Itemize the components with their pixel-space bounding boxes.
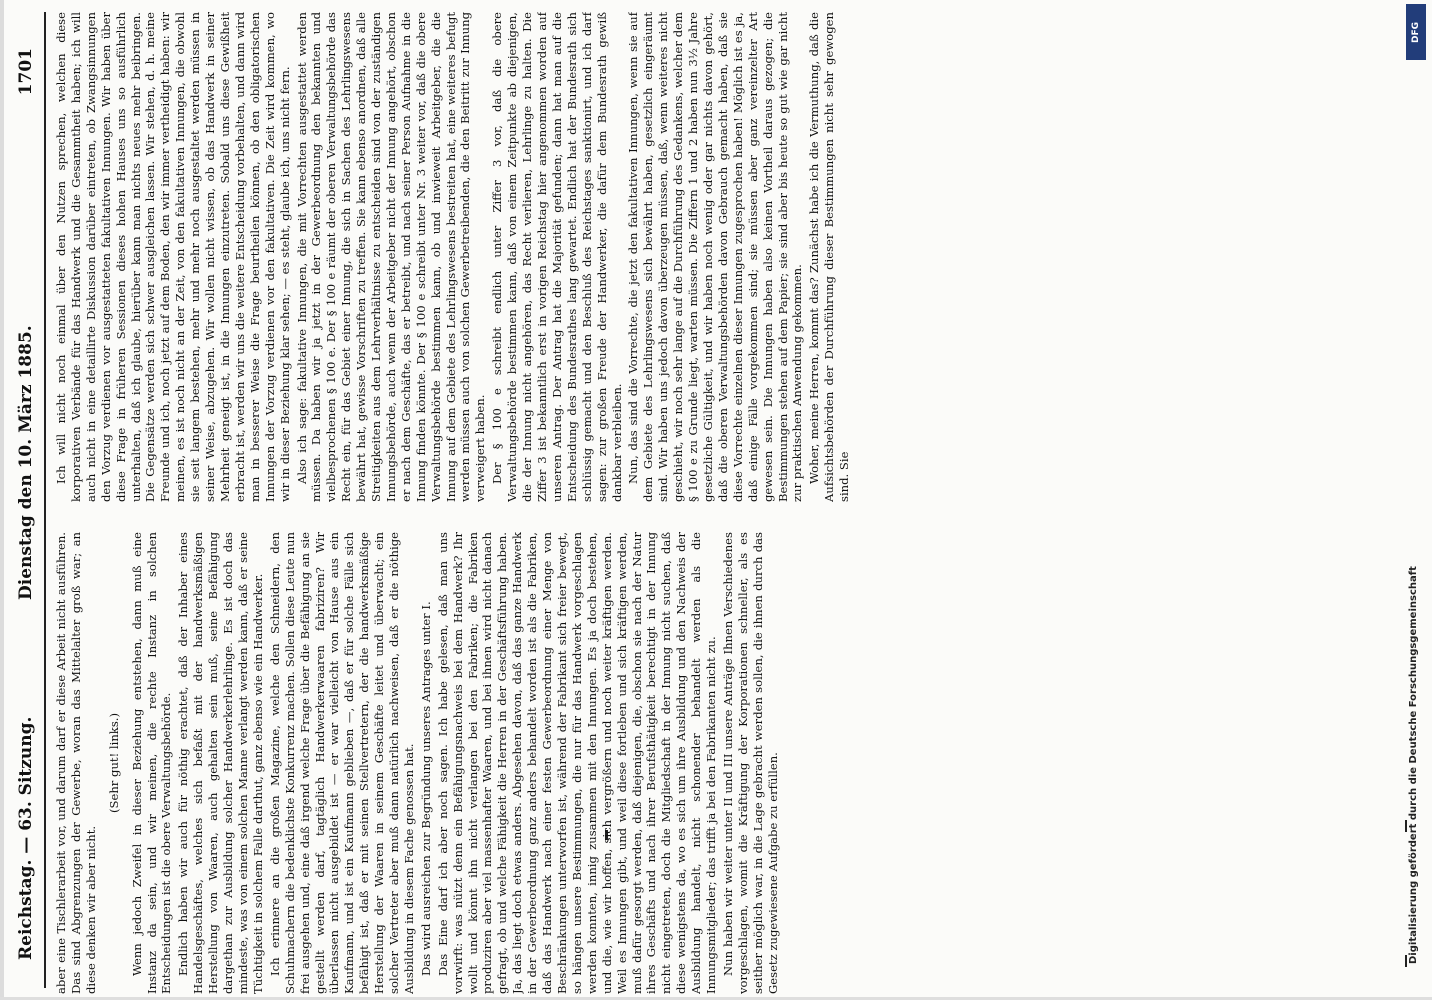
paragraph: Ich will nicht noch einmal über den Nutzen sprechen, welchen diese korporativen Verbände für das Handwerk und die Gesammtheit haben; ich will auch nicht in eine detaillirte Diskussion darüber eintreten, ob Zwangsinnungen den Vorzug verdienen vor ausgestatteten fakultativen Innungen. Wir haben über diese Frage in früheren Sessionen dieses hohen Hauses uns so ausführlich unterhalten, daß ich glaube, hierüber kann man nichts neues mehr beibringen. Die Gegensätze werden sich schwer ausgleichen lassen. Wir stehen, d. h. meine Freunde und ich, noch jetzt auf dem Boden, den wir immer vertheidigt haben: wir meinen, es ist noch nicht an der Zeit, von den fakultativen Innungen, die obwohl sie seit langem bestehen, mehr und mehr noch ausgestaltet werden müssen in seiner Weise, abzugehen. Wir wollen nicht wissen, ob das Handwerk in seiner Mehrheit geneigt ist, in die Innungen einzutreten. Sobald uns diese Gewißheit erbracht ist, werden wir uns die weitere Entscheidung vorbehalten, und dann wird man in besserer Weise die Frage beurtheilen können, ob den obligatorischen Innungen der Vorzug verdienen vor den fakultativen. Die Zeit wird kommen, wo wir in dieser Beziehung klar sehen; — es steht, glaube ich, uns nicht fern.	[54, 12, 292, 502]
header-session: Reichstag. — 63. Sitzung.	[16, 716, 36, 960]
paragraph: Das wird ausreichen zur Begründung unseres Antrages unter I.	[418, 601, 433, 976]
paragraph: aber eine Tischlerarbeit vor, und darum darf er diese Arbeit nicht ausführen. Das sind Abgrenzungen der Gewerbe, woran das Mittelalter groß war; an diese denken wir aber nicht.	[54, 532, 98, 994]
page-number: 1701	[16, 48, 36, 96]
paragraph: Woher, meine Herren, kommt das? Zunächst habe ich die Vermuthung, daß die Aufsichtsbehörden der Durchführung dieser Bestimmungen nicht sehr gewogen sind. Sie	[807, 12, 852, 502]
paragraph: Nun haben wir weiter unter II und III unsere Anträge Ihnen Verschiedenes vorgeschlagen, womit die Kräftigung der Korporationen schneller, als es seither möglich war, in die Lage gebracht werden sollen, die ihnen durch das Gesetz zugewiesene Aufgabe zu erfüllen.	[720, 532, 780, 994]
digitization-credit: Digitalisierung gefördert durch die Deutsche Forschungsgemeinschaft	[1408, 566, 1419, 964]
paragraph: Endlich haben wir auch für nöthig erachtet, daß der Inhaber eines Handelsgeschäftes, welches sich befaßt mit der handwerksmäßigen Herstellung von Waaren, auch gehalten sein muß, seine Befähigung dargethan zur Ausbildung solcher Handwerkerlehrlinge. Es ist doch das mindeste, was von einem solchen Manne verlangt werden kann, daß er seine Tüchtigkeit in solchem Falle darthut, ganz ebenso wie ein Handwerker.	[176, 532, 265, 994]
header-date: Dienstag den 10. März 1885.	[16, 325, 36, 600]
header-rule	[44, 12, 46, 988]
dfg-logo: DFG	[1406, 4, 1426, 60]
digitization-sidebar	[1406, 0, 1430, 1000]
paragraph: Wenn jedoch Zweifel in dieser Beziehung entstehen, dann muß eine Instanz da sein, und wir meinen, die rechte Instanz in solchen Entscheidungen ist die obere Verwaltungsbehörde.	[129, 532, 174, 994]
paragraph: Also ich sage: fakultative Innungen, die mit Vorrechten ausgestattet werden müssen. Da haben wir ja jetzt in der Gewerbeordnung den bekannten und vielbesprochenen § 100 e. Der § 100 e räumt der oberen Verwaltungsbehörde das Recht ein, für das Gebiet einer Innung, die sich in Sachen des Lehrlingswesens bewährt hat, gewisse Vorschriften zu treffen. Sie kann ebenso anordnen, daß alle Streitigkeiten aus dem Lehrverhältnisse zu entscheiden sind von der zuständigen Innungsbehörde, auch wenn der Arbeitgeber nicht der Innung angehört, obschon er nach dem Geschäfte, das er betreibt, und nach seiner Person Aufnahme in die Innung finden könnte. Der § 100 e schreibt unter Nr. 3 weiter vor, daß die obere Verwaltungsbehörde bestimmen kann, ob und inwieweit Arbeitgeber, die die Innung auf dem Gebiete des Lehrlingswesens bestreiten hat, eine weiteres befugt werden müssen auch von solchen Gewerbetreibenden, die den Beitritt zur Innung verweigert haben.	[294, 12, 488, 502]
page-header	[8, 48, 44, 960]
interjection: (Sehr gut! links.)	[106, 713, 121, 813]
paragraph: Der § 100 e schreibt endlich unter Ziffer 3 vor, daß die obere Verwaltungsbehörde bestimmen kann, daß von einem Zeitpunkte ab diejenigen, die der Innung nicht angehören, das Recht verlieren, Lehrlinge zu halten. Die Ziffer 3 ist bekanntlich erst in vorigen Reichstag hier angenommen worden auf unseren Antrag. Der Antrag hat die Majorität gefunden; dann hat man auf die Entscheidung des Bundesrathes lang gewartet. Endlich hat der Bundesrath sich schlüssig gemacht und den Beschluß des Reichstages sanktionirt, und ich darf sagen: zur großen Freude der Handwerker, die dafür dem Bundesrath gewiß dankbar verbleiben.	[490, 12, 624, 502]
text-column-left	[54, 532, 1392, 994]
paragraph: Nun, das sind die Vorrechte, die jetzt den fakultativen Innungen, wenn sie auf dem Gebiete des Lehrlingswesens sich bewährt haben, gesetzlich eingeräumt sind. Wir haben uns jedoch davon überzeugen müssen, daß, wenn weiteres nicht geschieht, wir noch sehr lange auf die Durchführung des Gedankens, welcher dem § 100 e zu Grunde liegt, warten müssen. Die Ziffern 1 und 2 haben nun 3½ Jahre gesetzliche Gültigkeit, und wir haben noch wenig oder gar nichts davon gehört, daß die oberen Verwaltungsbehörden davon Gebrauch gemacht haben, daß sie diese Vorrechte einzelnen dieser Innungen zugesprochen haben! Möglich ist es ja, daß einige Fälle vorgekommen sind; sie müssen aber ganz vereinzelter Art gewesen sein. Die Innungen haben also keinen Vortheil daraus gezogen; die Bestimmungen stehen auf dem Papier; sie sind aber bis heute so gut wie gar nicht zur praktischen Anwendung gekommen.	[626, 12, 805, 502]
text-column-right	[54, 12, 1392, 502]
paragraph: Das Eine darf ich aber noch sagen. Ich habe gelesen, daß man uns vorwirft: was nützt denn ein Befähigungsnachweis bei dem Handwerk? Ihr wollt und könnt ihn nicht verlangen bei den Fabriken; die Fabriken produziren aber viel massenhafter Waaren, und bei ihnen wird nicht danach gefragt, ob und welche Fähigkeit die Herren in der Geschäftsführung haben. Ja, das liegt doch etwas anders. Abgesehen davon, daß das ganze Handwerk in der Gewerbeordnung ganz anders behandelt worden ist als die Fabriken, daß das Handwerk nach einer festen Gewerbeordnung einer Menge von Beschränkungen unterworfen ist, während der Fabrikant sich freier bewegt, so hängen unsere Bestimmungen, die nur für das Handwerk vorgeschlagen werden konnten, innig zusammen mit den Innungen. Es ja doch bestehen, und die, wie wir hoffen, sich vergrößern und noch weiter kräftigen werden. Weil es Innungen gibt, und weil diese fortleben und sich kräftigen werden, muß dafür gesorgt werden, daß diejenigen, die, obschon sie nach der Natur ihres Geschäfts und nach ihrer Berufsthätigkeit berechtigt in der Innung nicht eingetreten, doch die Mitgliedschaft in der Innung nicht suchen, daß diese wenigstens da, wo es sich um ihre Ausbildung und den Nachweis der Ausbildung handelt, nicht schonender behandelt werden als die Innungsmitglieder; das trifft ja bei den Fabrikanten nicht zu.	[435, 532, 719, 994]
paragraph: Ich erinnere an die großen Magazine, welche den Schneidern, den Schuhmachern die bedenklichste Konkurrenz machen. Sollen diese Leute nun frei ausgehen und, eine daß irgend welche Frage über die Befähigung an sie gestellt werden darf, tagtäglich Handwerkerwaaren fabriziren? Wir überlassen nicht ausgebildet ist — er war vielleicht von Hause aus ein Kaufmann, und ist ein Kaufmann geblieben —, daß er für solche Fälle sich befähigt ist, daß er mit seinen Stellvertretern, der die handwerksmäßige Herstellung der Waaren in seinem Geschäfte leitet und überwacht; ein solcher Vertreter aber muß dann natürlich nachweisen, daß er die nöthige Ausbildung in diesem Fache genossen hat.	[267, 532, 416, 994]
